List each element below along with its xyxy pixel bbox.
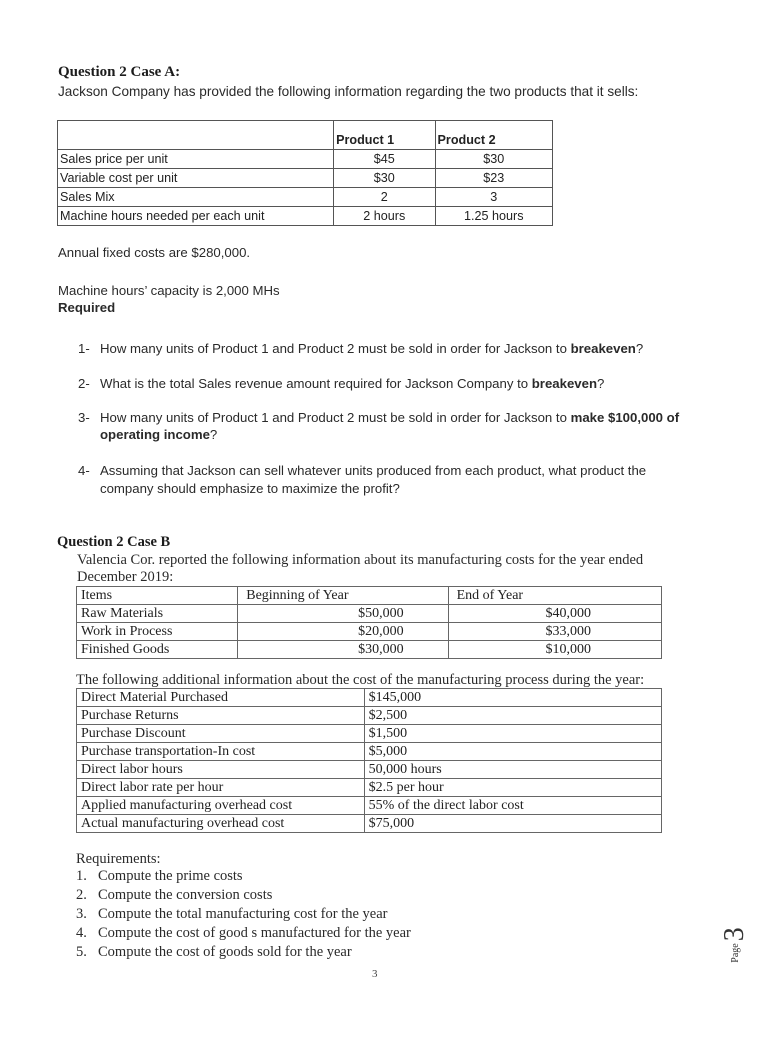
case-a-intro: Jackson Company has provided the following information regarding the two products that it sells: (58, 84, 639, 99)
requirement-5 (76, 944, 352, 961)
table-cell: $40,000 (448, 605, 661, 623)
table-header-cell: Beginning of Year (238, 587, 448, 605)
question-4-line2: company should emphasize to maximize the profit? (100, 481, 400, 496)
requirement-number: 4. (76, 925, 87, 941)
question-text-end: ? (209, 427, 218, 442)
table-row (77, 707, 662, 725)
table-cell: $10,000 (448, 641, 661, 659)
table-cell: $23 (435, 169, 552, 188)
table-cell: $20,000 (238, 623, 448, 641)
table-cell: $5,000 (364, 743, 661, 761)
requirement-3 (76, 906, 388, 923)
table-cell: Actual manufacturing overhead cost (77, 815, 365, 833)
page-number: 3 (372, 968, 378, 980)
side-page-number: 3 (719, 927, 750, 942)
fixed-costs-text: Annual fixed costs are $280,000. (58, 245, 251, 260)
manufacturing-cost-table (76, 688, 662, 833)
additional-info-text: The following additional information about the cost of the manufacturing process during the year: (76, 672, 645, 688)
table-cell: $30 (334, 169, 435, 188)
question-text-end: ? (597, 376, 605, 391)
case-b-heading: Question 2 Case B (57, 534, 171, 550)
case-a-product-table (57, 120, 553, 226)
table-cell: $30,000 (238, 641, 448, 659)
table-row (77, 689, 662, 707)
side-page-label (705, 925, 765, 965)
table-cell: Raw Materials (77, 605, 238, 623)
table-cell: $45 (334, 150, 435, 169)
requirement-text: Compute the conversion costs (98, 887, 273, 903)
table-cell: $33,000 (448, 623, 661, 641)
table-header-row (77, 587, 662, 605)
table-cell: 1.25 hours (435, 207, 552, 226)
requirement-number: 3. (76, 906, 87, 922)
requirement-1 (76, 868, 243, 885)
table-cell: $2.5 per hour (364, 779, 661, 797)
table-cell: Purchase transportation-In cost (77, 743, 365, 761)
case-b-intro-line1: Valencia Cor. reported the following information about its manufacturing costs for the year ended (77, 552, 644, 568)
question-number: 1- (78, 341, 90, 356)
question-bold-text: operating income (100, 427, 210, 442)
requirements-label: Requirements: (76, 851, 161, 867)
table-header-row (58, 121, 553, 150)
table-cell: 3 (435, 188, 552, 207)
table-row (77, 605, 662, 623)
table-cell: $1,500 (364, 725, 661, 743)
table-row (77, 743, 662, 761)
case-b-intro-line2: December 2019: (77, 569, 174, 585)
question-text: How many units of Product 1 and Product 2 must be sold in order for Jackson to (100, 410, 571, 425)
table-cell: Variable cost per unit (58, 169, 334, 188)
table-cell: Direct labor hours (77, 761, 365, 779)
table-cell: $30 (435, 150, 552, 169)
case-a-heading: Question 2 Case A: (58, 64, 181, 80)
table-row (77, 623, 662, 641)
question-number: 3- (78, 410, 90, 425)
question-2 (78, 376, 604, 391)
table-row (58, 169, 553, 188)
table-header-cell: Product 1 (334, 121, 435, 150)
required-label: Required (58, 300, 116, 315)
table-header-cell: End of Year (448, 587, 661, 605)
table-header-cell (58, 121, 334, 150)
table-row (77, 725, 662, 743)
table-cell: Purchase Returns (77, 707, 365, 725)
question-1 (78, 341, 643, 356)
table-cell: 2 hours (334, 207, 435, 226)
table-cell: Work in Process (77, 623, 238, 641)
question-text: Assuming that Jackson can sell whatever units produced from each product, what product the (100, 463, 647, 478)
question-bold-text: make $100,000 of (570, 410, 680, 425)
table-cell: Machine hours needed per each unit (58, 207, 334, 226)
table-header-cell: Product 2 (435, 121, 552, 150)
question-text: What is the total Sales revenue amount required for Jackson Company to (100, 376, 532, 391)
table-row (58, 150, 553, 169)
question-text-end: ? (635, 341, 644, 356)
table-row (58, 188, 553, 207)
requirement-text: Compute the cost of goods sold for the year (98, 944, 352, 960)
table-cell: Direct Material Purchased (77, 689, 365, 707)
table-cell: 55% of the direct labor cost (364, 797, 661, 815)
table-cell: $75,000 (364, 815, 661, 833)
table-row (77, 641, 662, 659)
table-row (77, 797, 662, 815)
table-row (58, 207, 553, 226)
table-cell: Purchase Discount (77, 725, 365, 743)
table-cell: Finished Goods (77, 641, 238, 659)
table-cell: Sales Mix (58, 188, 334, 207)
capacity-text: Machine hours’ capacity is 2,000 MHs (58, 283, 280, 298)
requirement-2 (76, 887, 272, 904)
question-3-line2 (100, 427, 217, 442)
requirement-text: Compute the prime costs (98, 868, 243, 884)
table-cell: Sales price per unit (58, 150, 334, 169)
table-cell: Direct labor rate per hour (77, 779, 365, 797)
question-3 (78, 410, 679, 425)
requirement-number: 1. (76, 868, 87, 884)
table-row (77, 815, 662, 833)
question-number: 4- (78, 463, 90, 478)
table-cell: Applied manufacturing overhead cost (77, 797, 365, 815)
table-cell: 2 (334, 188, 435, 207)
requirement-text: Compute the total manufacturing cost for the year (98, 906, 388, 922)
table-header-cell: Items (77, 587, 238, 605)
table-cell: $145,000 (364, 689, 661, 707)
requirement-number: 5. (76, 944, 87, 960)
question-bold-text: breakeven (531, 376, 597, 391)
requirement-number: 2. (76, 887, 87, 903)
table-cell: $2,500 (364, 707, 661, 725)
question-4 (78, 463, 646, 478)
table-cell: 50,000 hours (364, 761, 661, 779)
requirement-4 (76, 925, 411, 942)
side-page-word: Page (729, 943, 741, 963)
table-cell: $50,000 (238, 605, 448, 623)
requirement-text: Compute the cost of good s manufactured for the year (98, 925, 411, 941)
question-text: How many units of Product 1 and Product 2 must be sold in order for Jackson to (100, 341, 571, 356)
table-row (77, 761, 662, 779)
question-number: 2- (78, 376, 90, 391)
inventory-table (76, 586, 662, 659)
table-row (77, 779, 662, 797)
question-bold-text: breakeven (570, 341, 636, 356)
